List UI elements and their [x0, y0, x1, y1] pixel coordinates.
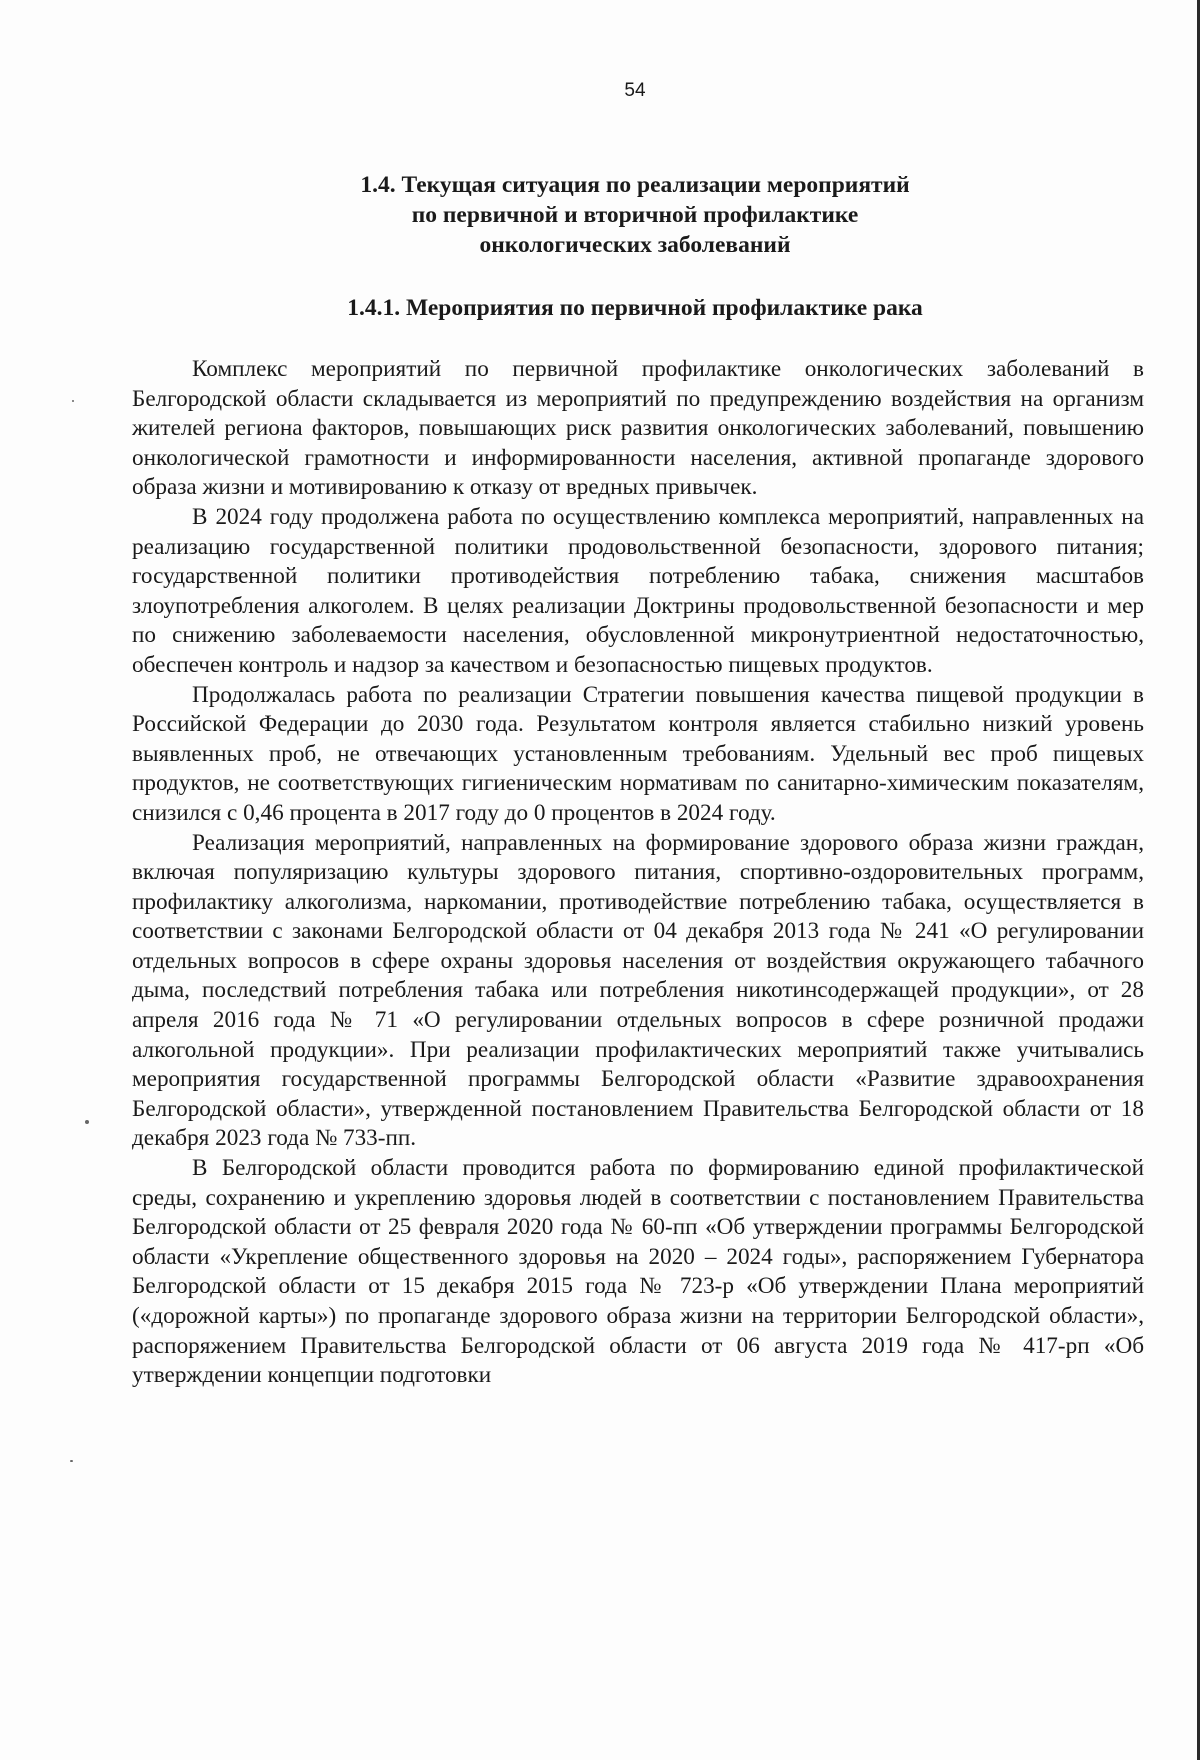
body-text: [132, 355, 1144, 1391]
scan-speck: [72, 400, 74, 402]
subsection-title: 1.4.1. Мероприятия по первичной профилактике рака: [347, 295, 923, 321]
paragraph: В 2024 году продолжена работа по осуществлению комплекса мероприятий, направленных на реализацию государственной политики продовольственной безопасности, здорового питания; государственной политики противодействия потреблению табака, снижения масштабов злоупотребления алкоголем. В целях реализации Доктрины продовольственной безопасности и мер по снижению заболеваемости населения, обусловленной микронутриентной недостаточностью, обеспечен контроль и надзор за качеством и безопасностью пищевых продуктов.: [132, 503, 1144, 678]
paragraph: В Белгородской области проводится работа по формированию единой профилактической среды, сохранению и укреплению здоровья людей в соответствии с постановлением Правительства Белгородской области от 25 февраля 2020 года № 60-пп «Об утверждении программы Белгородской области «Укрепление общественного здоровья на 2020 – 2024 годы», распоряжением Губернатора Белгородской области от 15 декабря 2015 года № 723-р «Об утверждении Плана мероприятий («дорожной карты») по пропаганде здорового образа жизни на территории Белгородской области», распоряжением Правительства Белгородской области от 06 августа 2019 года № 417-рп «Об утверждении концепции подготовки: [132, 1155, 1144, 1389]
section-title-line: онкологических заболеваний: [479, 232, 791, 258]
section-title: [130, 170, 1140, 260]
section-title-line: по первичной и вторичной профилактике: [411, 202, 859, 228]
paragraph: Комплекс мероприятий по первичной профилактике онкологических заболеваний в Белгородской области складывается из мероприятий по предупреждению воздействия на организм жителей региона факторов, повышающих риск развития онкологических заболеваний, повышению онкологической грамотности и информированности населения, активной пропаганде здорового образа жизни и мотивированию к отказу от вредных привычек.: [132, 356, 1144, 501]
scan-speck: [70, 1460, 73, 1462]
paragraph: Продолжалась работа по реализации Стратегии повышения качества пищевой продукции в Российской Федерации до 2030 года. Результатом контроля является стабильно низкий уровень выявленных проб, не отвечающих установленным требованиям. Удельный вес проб пищевых продуктов, не соответствующих гигиеническим нормативам по санитарно-химическим показателям, снизился с 0,46 процента в 2017 году до 0 процентов в 2024 году.: [132, 681, 1144, 826]
section-title-line: 1.4. Текущая ситуация по реализации мероприятий: [360, 172, 910, 198]
paragraph: Реализация мероприятий, направленных на формирование здорового образа жизни граждан, включая популяризацию культуры здорового питания, спортивно-оздоровительных программ, профилактику алкоголизма, наркомании, противодействие потреблению табака, осуществляется в соответствии с законами Белгородской области от 04 декабря 2013 года № 241 «О регулировании отдельных вопросов в сфере охраны здоровья населения от воздействия окружающего табачного дыма, последствий потребления табака или потребления никотинсодержащей продукции», от 28 апреля 2016 года № 71 «О регулировании отдельных вопросов в сфере розничной продажи алкогольной продукции». При реализации профилактических мероприятий также учитывались мероприятия государственной программы Белгородской области «Развитие здравоохранения Белгородской области», утвержденной постановлением Правительства Белгородской области от 18 декабря 2023 года № 733-пп.: [132, 829, 1144, 1152]
page-number: 54: [624, 80, 646, 101]
scan-speck: [85, 1120, 89, 1124]
